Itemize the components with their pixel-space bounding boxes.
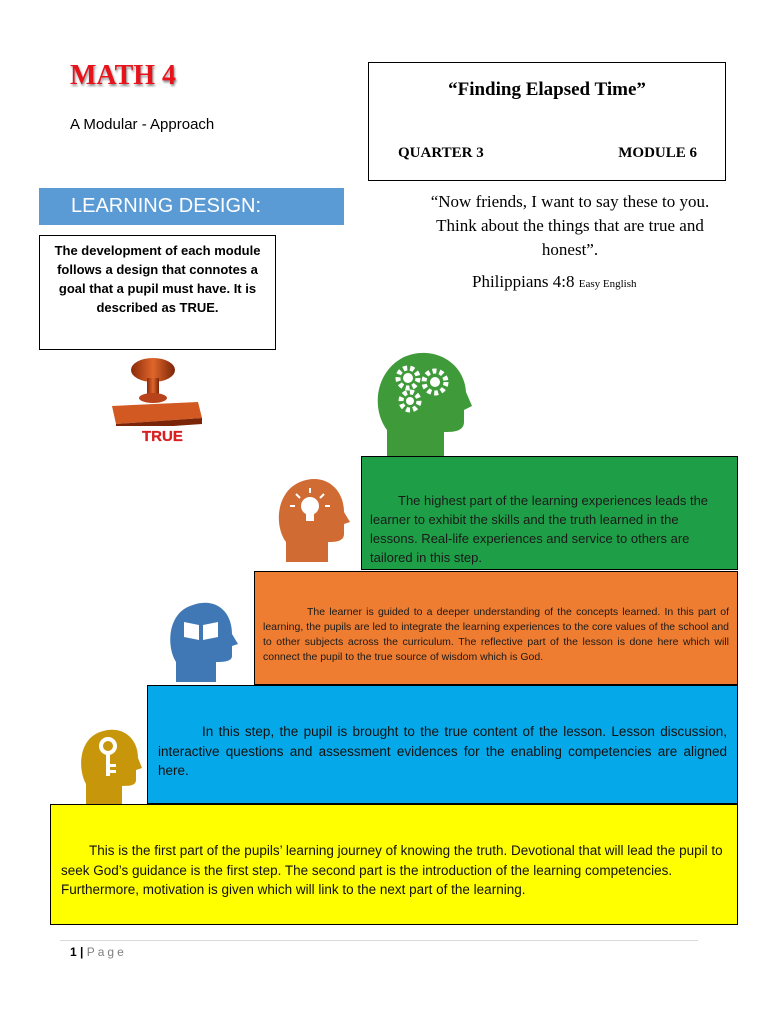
quarter-label: QUARTER 3	[398, 145, 484, 161]
learning-step-4	[361, 456, 738, 570]
step-2-text: In this step, the pupil is brought to the true content of the lesson. Lesson discussion, interactive questions and assessment evidences for the enabling competencies are aligned here.	[158, 724, 727, 778]
bible-verse: “Now friends, I want to say these to you. Think about the things that are true and honest”.	[430, 192, 710, 259]
learning-step-1	[50, 804, 738, 925]
true-stamp-icon	[98, 356, 216, 442]
page-label: Page	[86, 945, 127, 959]
module-title-box	[368, 62, 726, 181]
lightbulb-head-icon	[274, 476, 350, 562]
footer-separator: |	[80, 945, 84, 959]
page-title: MATH 4	[70, 60, 177, 91]
verse-citation: Philippians 4:8	[472, 272, 575, 291]
page-number: 1	[70, 945, 77, 959]
subtitle: A Modular - Approach	[70, 116, 215, 133]
step-3-text: The learner is guided to a deeper understanding of the concepts learned. In this part of learning, the pupils are led to integrate the learning experiences to the core values of the school and to other subjects across the curriculum. The reflective part of the lesson is done here which will connect the pupil to the true source of wisdom which is God.	[263, 606, 729, 663]
learning-step-3	[254, 571, 738, 685]
step-4-text: The highest part of the learning experiences leads the learner to exhibit the skills and the truth learned in the lessons. Real-life experiences and service to others are tailored in this step.	[370, 493, 709, 565]
footer-divider	[60, 940, 698, 941]
step-1-text: This is the first part of the pupils’ learning journey of knowing the truth. Devotional that will lead the pupil to seek God’s guidance is the first step. The second part is the introduction of the learning competencies. Furthermore, motivation is given which will link to the next part of the learning.	[61, 843, 723, 897]
learning-design-description: The development of each module follows a design that connotes a goal that a pupil must have. It is described as TRUE.	[39, 235, 276, 350]
book-head-icon	[166, 600, 238, 682]
stamp-label: TRUE	[142, 428, 183, 442]
module-label: MODULE 6	[618, 145, 697, 161]
learning-design-banner: LEARNING DESIGN:	[39, 188, 344, 225]
gears-head-icon	[372, 348, 476, 456]
key-head-icon	[78, 728, 142, 804]
module-title: “Finding Elapsed Time”	[448, 79, 646, 100]
verse-reference	[472, 272, 636, 292]
learning-step-2	[147, 685, 738, 804]
verse-version: Easy English	[578, 278, 637, 290]
page-footer	[70, 945, 127, 959]
